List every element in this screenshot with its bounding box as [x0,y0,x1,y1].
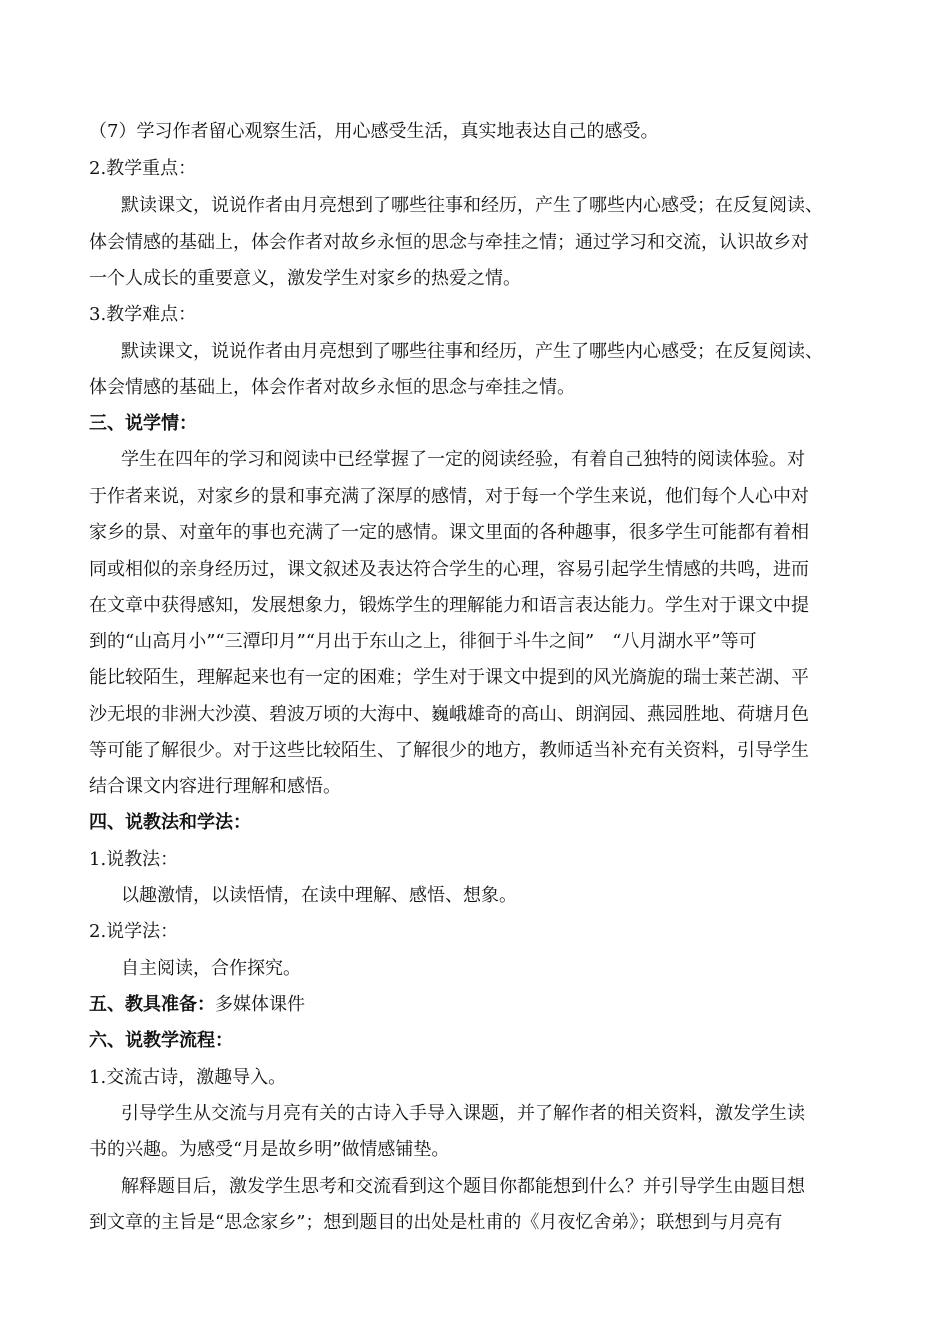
objective-7: （7）学习作者留心观察生活，用心感受生活，真实地表达自己的感受。 [89,121,659,142]
subheading-key-points: 2.教学重点： [89,158,197,179]
paragraph-line: 结合课文内容进行理解和感悟。 [89,776,341,797]
paragraph-line: 书的兴趣。为感受“月是故乡明”做情感铺垫。 [89,1139,450,1160]
paragraph-line: 以趣激情，以读悟情，在读中理解、感悟、想象。 [121,885,517,906]
paragraph-line: 默读课文，说说作者由月亮想到了哪些往事和经历，产生了哪些内心感受；在反复阅读、 [121,195,823,216]
paragraph-line: 等可能了解很少。对于这些比较陌生、了解很少的地方，教师适当补充有关资料，引导学生 [89,740,809,761]
paragraph-line: 体会情感的基础上，体会作者对故乡永恒的思念与牵挂之情。 [89,377,575,398]
paragraph-line: 自主阅读，合作探究。 [121,958,301,979]
materials-label: 五、教具准备： [89,994,215,1015]
section-heading-process: 六、说教学流程： [89,1030,233,1051]
paragraph-line: 学生在四年的学习和阅读中已经掌握了一定的阅读经验，有着自己独特的阅读体验。对 [121,449,805,470]
section-heading-learner-analysis: 三、说学情： [89,413,197,434]
materials-value: 多媒体课件 [215,994,305,1015]
paragraph-line: 沙无垠的非洲大沙漠、碧波万顷的大海中、巍峨雄奇的高山、朗润园、燕园胜地、荷塘月色 [89,704,809,725]
paragraph-line: 引导学生从交流与月亮有关的古诗入手导入课题，并了解作者的相关资料，激发学生读 [121,1103,805,1124]
paragraph-line: 默读课文，说说作者由月亮想到了哪些往事和经历，产生了哪些内心感受；在反复阅读、 [121,341,823,362]
paragraph-line: 同或相似的亲身经历过，课文叙述及表达符合学生的心理，容易引起学生情感的共鸣，进而 [89,559,809,580]
paragraph-line: 到的“山高月小”“三潭印月”“月出于东山之上，徘徊于斗牛之间” “八月湖水平”等可 [89,631,757,652]
paragraph-line: 能比较陌生，理解起来也有一定的困难；学生对于课文中提到的风光旖旎的瑞士莱芒湖、平 [89,667,809,688]
paragraph-line: 于作者来说，对家乡的景和事充满了深厚的感情，对于每一个学生来说，他们每个人心中对 [89,486,809,507]
section-heading-materials [89,993,305,1017]
paragraph-line: 一个人成长的重要意义，激发学生对家乡的热爱之情。 [89,268,521,289]
subheading-step-1: 1.交流古诗，激趣导入。 [89,1067,287,1088]
paragraph-line: 家乡的景、对童年的事也充满了一定的感情。课文里面的各种趣事，很多学生可能都有着相 [89,522,809,543]
section-heading-methods: 四、说教法和学法： [89,812,251,833]
subheading-teaching-method: 1.说教法： [89,849,179,870]
paragraph-line: 在文章中获得感知，发展想象力，锻炼学生的理解能力和语言表达能力。学生对于课文中提 [89,595,809,616]
subheading-difficulties: 3.教学难点： [89,304,197,325]
paragraph-line: 解释题目后，激发学生思考和交流看到这个题目你都能想到什么？并引导学生由题目想 [121,1176,805,1197]
paragraph-line: 体会情感的基础上，体会作者对故乡永恒的思念与牵挂之情；通过学习和交流，认识故乡对 [89,232,809,253]
subheading-learning-method: 2.说学法： [89,921,179,942]
paragraph-line: 到文章的主旨是“思念家乡”；想到题目的出处是杜甫的《月夜忆舍弟》；联想到与月亮有 [89,1212,783,1233]
